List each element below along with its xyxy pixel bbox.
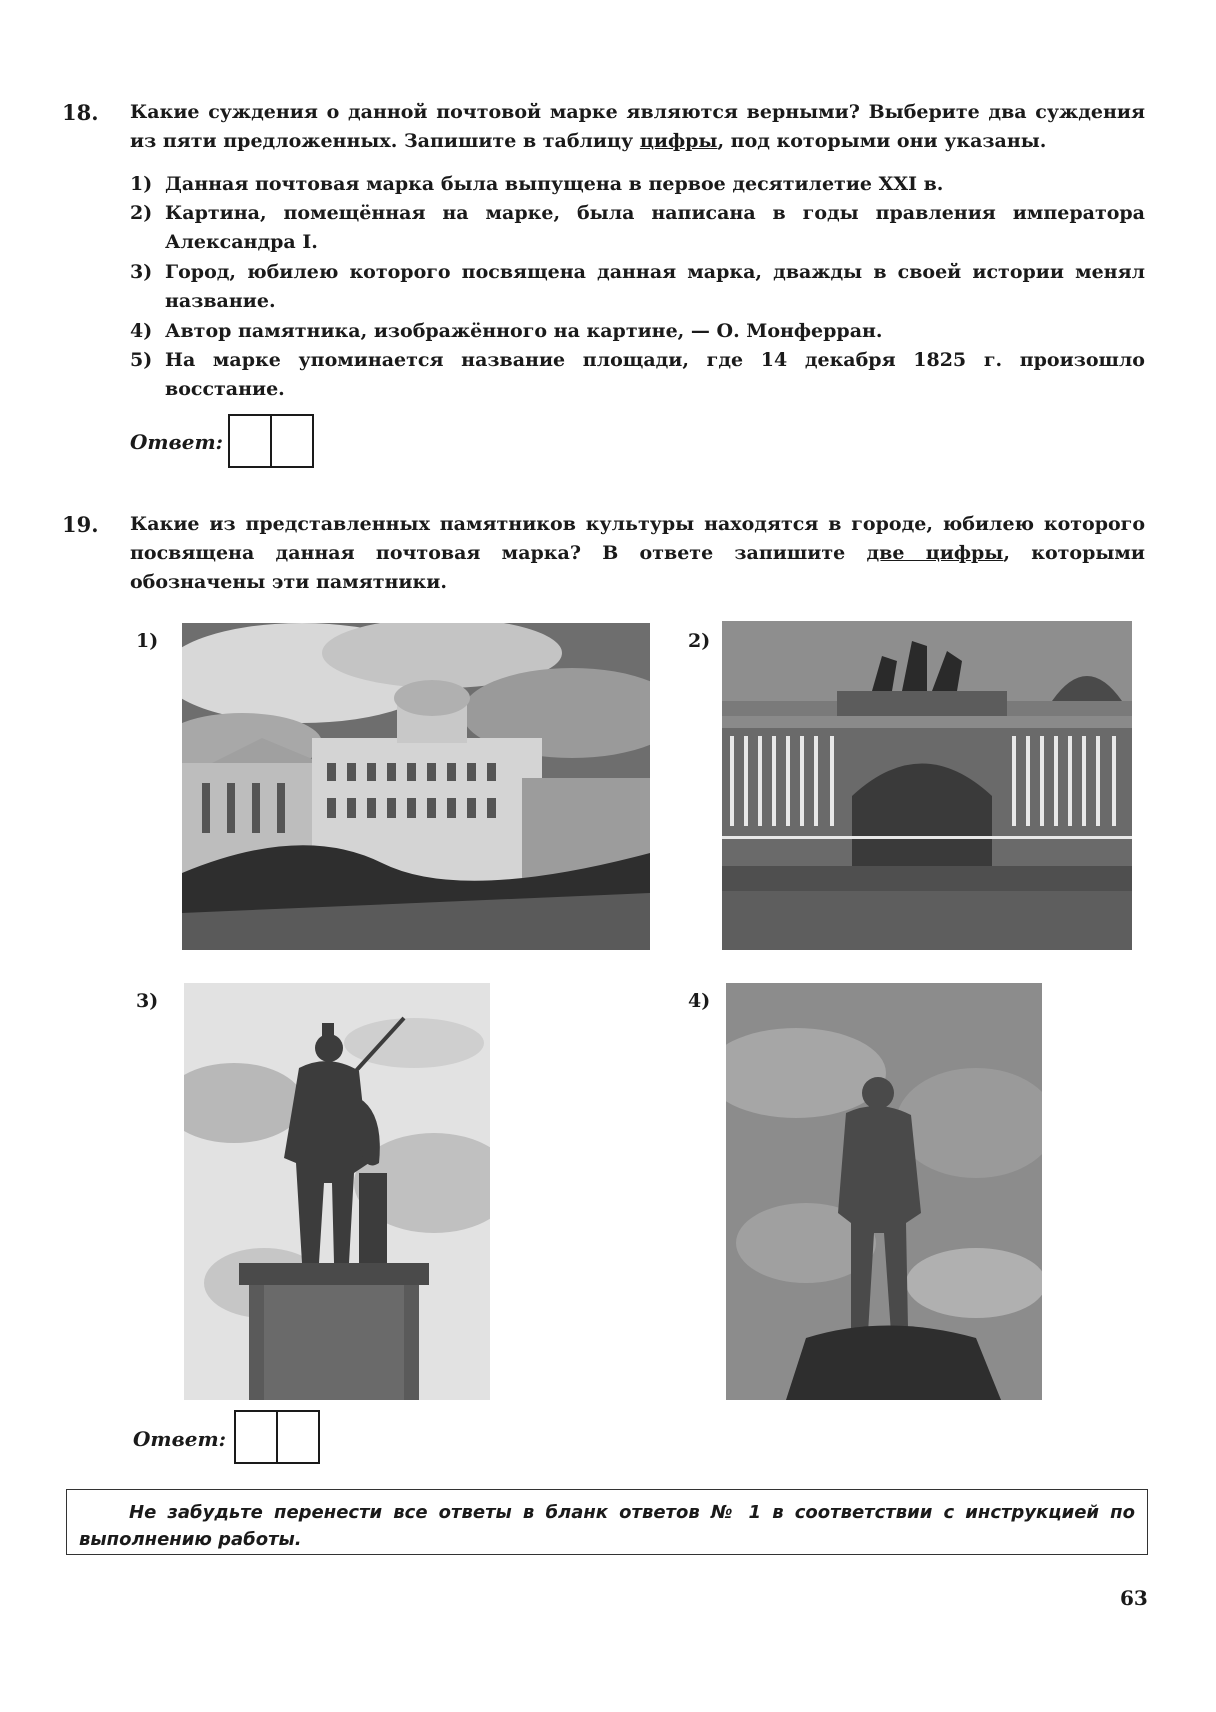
answer-cell[interactable] (272, 414, 314, 468)
option-text: Автор памятника, изображённого на картине, — О. Монферран. (165, 320, 883, 342)
option-text: Город, юбилею которого посвящена данная марка, дважды в своей истории менял название. (165, 261, 1145, 312)
answer-cell[interactable] (228, 414, 272, 468)
question-19-text-end: , которыми обозначены эти памятники. (130, 542, 1145, 593)
question-18-text (130, 98, 1145, 156)
answer-cell[interactable] (234, 1410, 278, 1464)
question-18-emphasis: цифры (639, 130, 718, 152)
photo-1-palace (182, 623, 650, 950)
option-text: Данная почтовая марка была выпущена в первое десятилетие XXI в. (165, 173, 944, 195)
option-2 (130, 199, 1145, 257)
reminder-text: Не забудьте перенести все ответы в бланк ответов № 1 в соответствии с инструкцией по выполнению работы. (79, 1502, 1135, 1550)
option-number: 2) (130, 202, 153, 224)
question-19-text (130, 510, 1145, 597)
photo-label-3: 3) (136, 990, 159, 1012)
photo-3-statue (184, 983, 490, 1400)
answer-label-19: Ответ: (133, 1427, 226, 1451)
question-19-text-start: Какие из представленных памятников культуры находятся в городе, юбилею которого посвящена данная почтовая марка? В ответе запишите (130, 513, 1145, 564)
photo-label-1: 1) (136, 630, 159, 652)
option-text: Картина, помещённая на марке, была написана в годы правления императора Александра I. (165, 202, 1145, 253)
answer-label-18: Ответ: (130, 430, 223, 454)
option-4 (130, 317, 1145, 346)
option-number: 3) (130, 261, 153, 283)
option-3 (130, 258, 1145, 316)
reminder-box (66, 1489, 1148, 1555)
answer-box-19 (234, 1410, 320, 1462)
statue-sword-image (184, 983, 490, 1400)
answer-box-18 (228, 414, 314, 466)
monument-image (726, 983, 1042, 1400)
answer-cell[interactable] (278, 1410, 320, 1464)
option-number: 1) (130, 173, 153, 195)
arch-image (722, 621, 1132, 950)
palace-image (182, 623, 650, 950)
photo-label-2: 2) (688, 630, 711, 652)
photo-2-arch (722, 621, 1132, 950)
photo-4-monument (726, 983, 1042, 1400)
question-19-emphasis: две цифры (866, 542, 1004, 564)
question-18-number: 18. (62, 100, 99, 125)
question-18-text-start: Какие суждения о данной почтовой марке являются верными? Выберите два суждения из пяти предложенных. Запишите в таблицу (130, 101, 1145, 152)
option-1 (130, 170, 1145, 199)
option-text: На марке упоминается название площади, где 14 декабря 1825 г. произошло восстание. (165, 349, 1145, 400)
question-18-text-end: , под которыми они указаны. (717, 130, 1047, 152)
option-5 (130, 346, 1145, 404)
option-number: 5) (130, 349, 153, 371)
photo-label-4: 4) (688, 990, 711, 1012)
question-19-number: 19. (62, 512, 99, 537)
option-number: 4) (130, 320, 153, 342)
page-number: 63 (1120, 1586, 1148, 1610)
